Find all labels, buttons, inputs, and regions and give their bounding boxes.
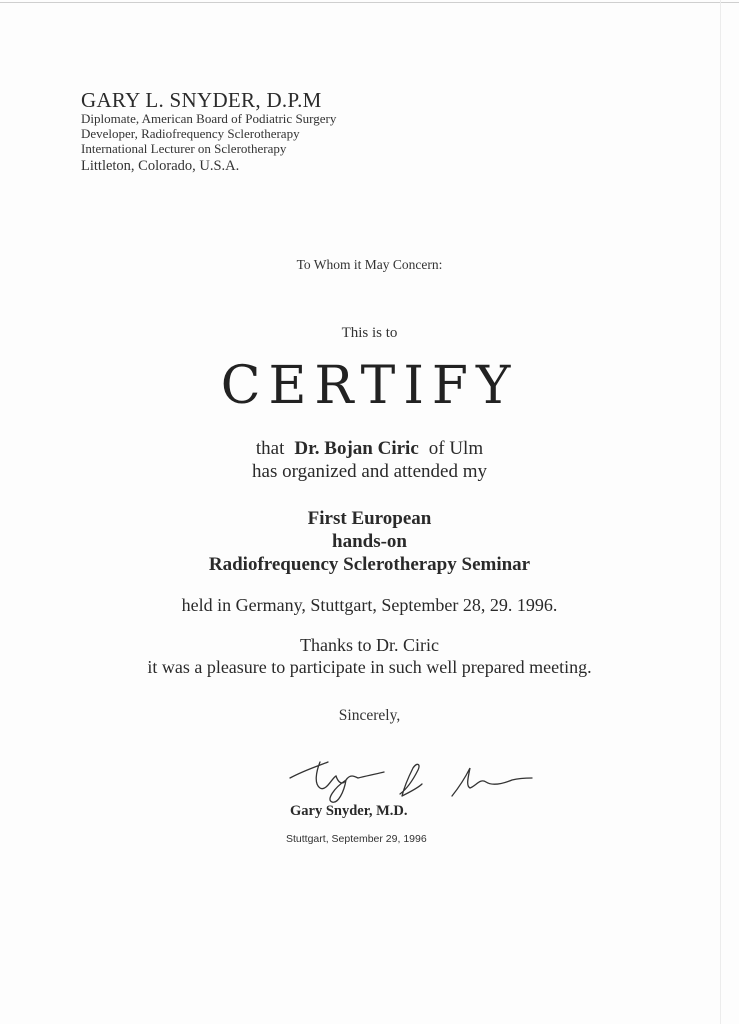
intro-text: This is to [341,325,398,341]
thanks-line: Thanks to Dr. Ciric [300,635,439,655]
signer-name: Gary Snyder, M.D. [290,803,408,819]
recipient-line [0,438,739,460]
letterhead-credential: International Lecturer on Sclerotherapy [81,141,287,157]
recipient-place: of Ulm [428,438,484,459]
event-title [0,507,739,576]
letterhead-city: Littleton, Colorado, U.S.A. [81,157,240,174]
event-title-line: Radiofrequency Sclerotherapy Seminar [208,554,531,575]
event-title-line: hands-on [332,531,407,552]
that-word: that [255,438,285,459]
letterhead [81,88,336,175]
signed-place-date: Stuttgart, September 29, 1996 [286,833,427,845]
held-line: held in Germany, Stuttgart, September 28, 29. 1996. [181,595,558,615]
pleasure-line: it was a pleasure to participate in such well prepared meeting. [147,657,592,677]
certify-heading: CERTIFY [220,356,519,416]
event-title-line: First European [307,508,432,529]
handwritten-signature [280,748,540,808]
letterhead-credential: Diplomate, American Board of Podiatric Surgery [81,111,337,127]
salutation: To Whom it May Concern: [296,257,443,272]
letterhead-name: GARY L. SNYDER, D.P.M [81,88,322,112]
closing: Sincerely, [338,707,401,724]
organized-line: has organized and attended my [252,461,487,482]
page-edge-top [0,2,739,3]
recipient-name: Dr. Bojan Ciric [294,438,419,459]
letterhead-credential: Developer, Radiofrequency Sclerotherapy [81,126,300,142]
